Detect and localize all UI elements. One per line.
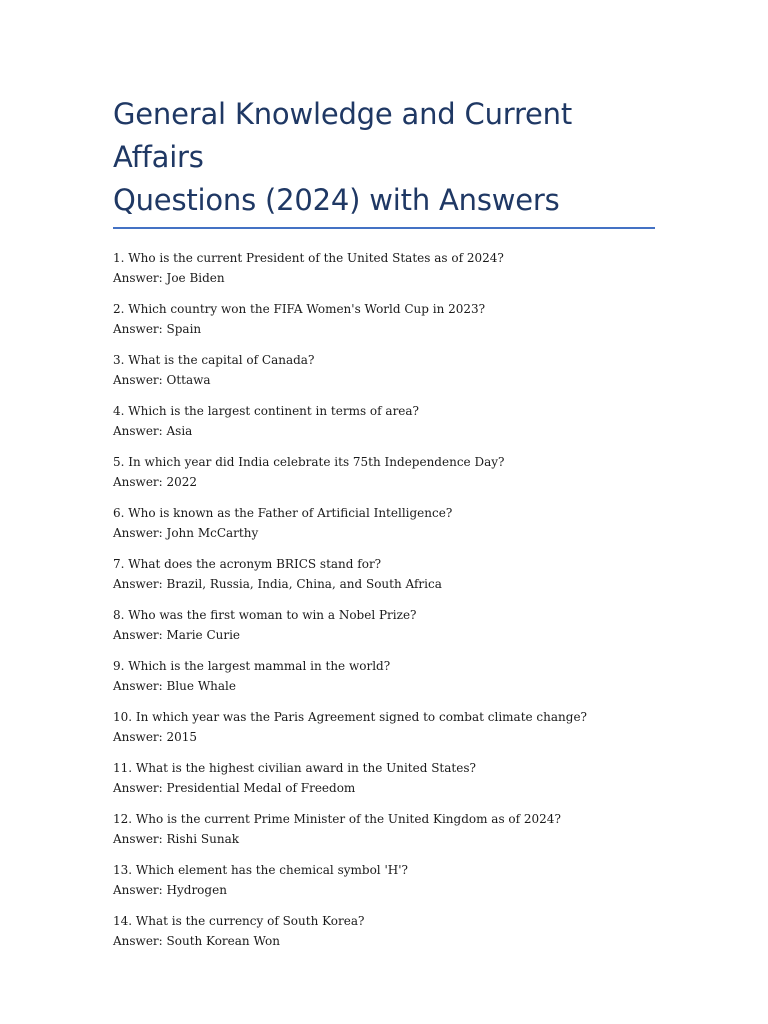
answer-text: Answer: Brazil, Russia, India, China, and South Africa: [113, 576, 442, 591]
answer-text: Answer: South Korean Won: [113, 933, 280, 948]
question-text: 2. Which country won the FIFA Women's World Cup in 2023?: [113, 302, 486, 316]
question-text: 9. Which is the largest mammal in the world?: [113, 659, 391, 673]
qa-item: [113, 351, 655, 390]
title-underline: [113, 227, 655, 229]
qa-list: [113, 249, 655, 951]
qa-item: [113, 810, 655, 849]
answer-text: Answer: Joe Biden: [113, 270, 225, 285]
question-text: 7. What does the acronym BRICS stand for?: [113, 557, 382, 571]
qa-item: [113, 759, 655, 798]
answer-text: Answer: Hydrogen: [113, 882, 227, 897]
answer-text: Answer: Marie Curie: [113, 627, 241, 642]
answer-text: Answer: Asia: [113, 423, 193, 438]
answer-text: Answer: Presidential Medal of Freedom: [113, 780, 356, 795]
question-text: 4. Which is the largest continent in terms of area?: [113, 404, 419, 418]
question-text: 13. Which element has the chemical symbol 'H'?: [113, 863, 408, 877]
question-text: 1. Who is the current President of the United States as of 2024?: [113, 251, 504, 265]
question-text: 3. What is the capital of Canada?: [113, 353, 315, 367]
qa-item: [113, 249, 655, 288]
qa-item: [113, 606, 655, 645]
answer-text: Answer: Rishi Sunak: [113, 831, 240, 846]
answer-text: Answer: 2015: [113, 729, 198, 744]
qa-item: [113, 300, 655, 339]
answer-text: Answer: Spain: [113, 321, 202, 336]
answer-text: Answer: Blue Whale: [113, 678, 236, 693]
qa-item: [113, 912, 655, 951]
document-page: [113, 93, 655, 963]
question-text: 14. What is the currency of South Korea?: [113, 914, 365, 928]
answer-text: Answer: 2022: [113, 474, 198, 489]
qa-item: [113, 453, 655, 492]
answer-text: Answer: Ottawa: [113, 372, 211, 387]
qa-item: [113, 504, 655, 543]
title-line-2: Questions (2024) with Answers: [113, 183, 560, 217]
question-text: 8. Who was the first woman to win a Nobel Prize?: [113, 608, 417, 622]
question-text: 10. In which year was the Paris Agreement signed to combat climate change?: [113, 710, 587, 724]
document-title: [113, 93, 655, 222]
question-text: 11. What is the highest civilian award in the United States?: [113, 761, 476, 775]
answer-text: Answer: John McCarthy: [113, 525, 259, 540]
question-text: 6. Who is known as the Father of Artificial Intelligence?: [113, 506, 453, 520]
question-text: 12. Who is the current Prime Minister of the United Kingdom as of 2024?: [113, 812, 561, 826]
qa-item: [113, 657, 655, 696]
title-line-1: General Knowledge and Current Affairs: [113, 97, 573, 174]
qa-item: [113, 555, 655, 594]
qa-item: [113, 402, 655, 441]
question-text: 5. In which year did India celebrate its 75th Independence Day?: [113, 455, 505, 469]
qa-item: [113, 861, 655, 900]
qa-item: [113, 708, 655, 747]
